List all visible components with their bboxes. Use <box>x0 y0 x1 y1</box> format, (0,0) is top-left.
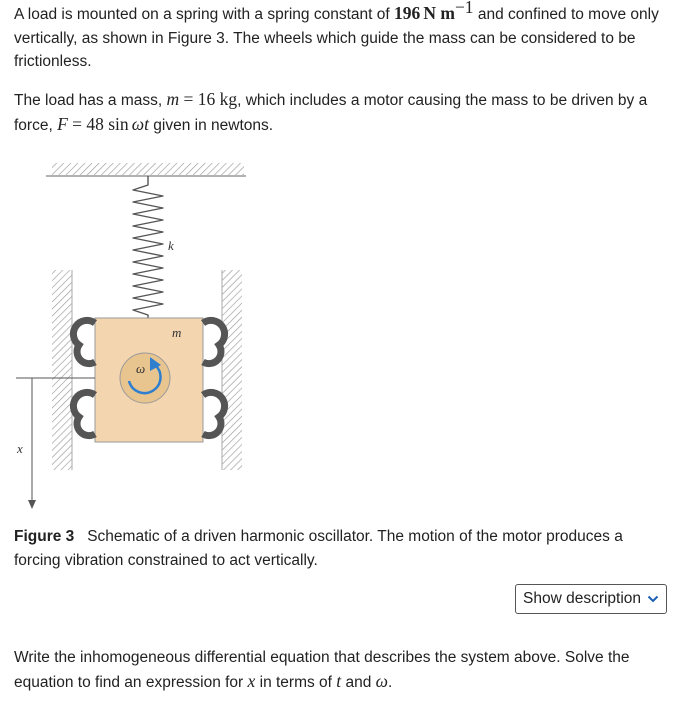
motor-omega-label: ω <box>136 361 146 376</box>
show-description-button[interactable] <box>515 584 667 614</box>
mass-equation: = 16 kg <box>183 89 238 109</box>
k-unit: N m <box>423 3 455 23</box>
figure-caption <box>14 525 654 572</box>
force-argument: ωt <box>131 113 149 134</box>
caption-text: Schematic of a driven harmonic oscillator. The motion of the motor produces a forcing vibration constrained to act vertically. <box>14 528 623 569</box>
mass-symbol: m <box>166 89 180 109</box>
left-wall <box>52 270 72 470</box>
mass-paragraph <box>14 88 666 137</box>
k-value: 196 <box>393 3 421 23</box>
wheel-icon <box>73 320 95 363</box>
question-paragraph <box>14 646 666 694</box>
force-equation: = 48 sin <box>72 113 129 134</box>
mass-text-c: given in newtons. <box>153 116 274 134</box>
wheel-icon <box>203 320 225 363</box>
chevron-down-icon <box>647 595 659 603</box>
oscillator-figure <box>0 150 300 515</box>
spring <box>133 176 163 318</box>
caption-label: Figure 3 <box>14 528 75 545</box>
right-wall <box>222 270 242 470</box>
mass-label: m <box>172 325 182 340</box>
question-text-a: Write the inhomogeneous differential equation that describes the system above. Solve the equation to find an expression for <box>14 649 630 691</box>
omega-symbol: ω <box>375 670 389 691</box>
motor <box>120 353 170 403</box>
wheel-icon <box>73 392 95 435</box>
x-symbol: x <box>247 670 256 691</box>
intro-text-b: and confined to move only vertically, as shown in Figure 3. The wheels which guide the mass can be considered to be frictionless. <box>14 6 659 70</box>
x-axis-label: x <box>17 441 23 456</box>
mass-text-a: The load has a mass, <box>14 92 163 109</box>
intro-text-a: A load is mounted on a spring with a spring constant of <box>14 6 390 23</box>
spring-constant-label: k <box>168 238 174 253</box>
mass-text-b: , which includes a motor causing the mass to be driven by a force, <box>14 92 648 134</box>
question-text-b: in terms of <box>259 673 332 691</box>
question-text-c: and <box>345 673 372 691</box>
show-description-label: Show description <box>523 590 642 607</box>
t-symbol: t <box>336 670 342 691</box>
intro-paragraph <box>14 2 666 74</box>
wheel-icon <box>203 392 225 435</box>
ceiling <box>46 163 246 176</box>
force-symbol: F <box>57 113 68 134</box>
k-exponent: −1 <box>454 0 474 17</box>
question-text-d: . <box>388 673 393 691</box>
